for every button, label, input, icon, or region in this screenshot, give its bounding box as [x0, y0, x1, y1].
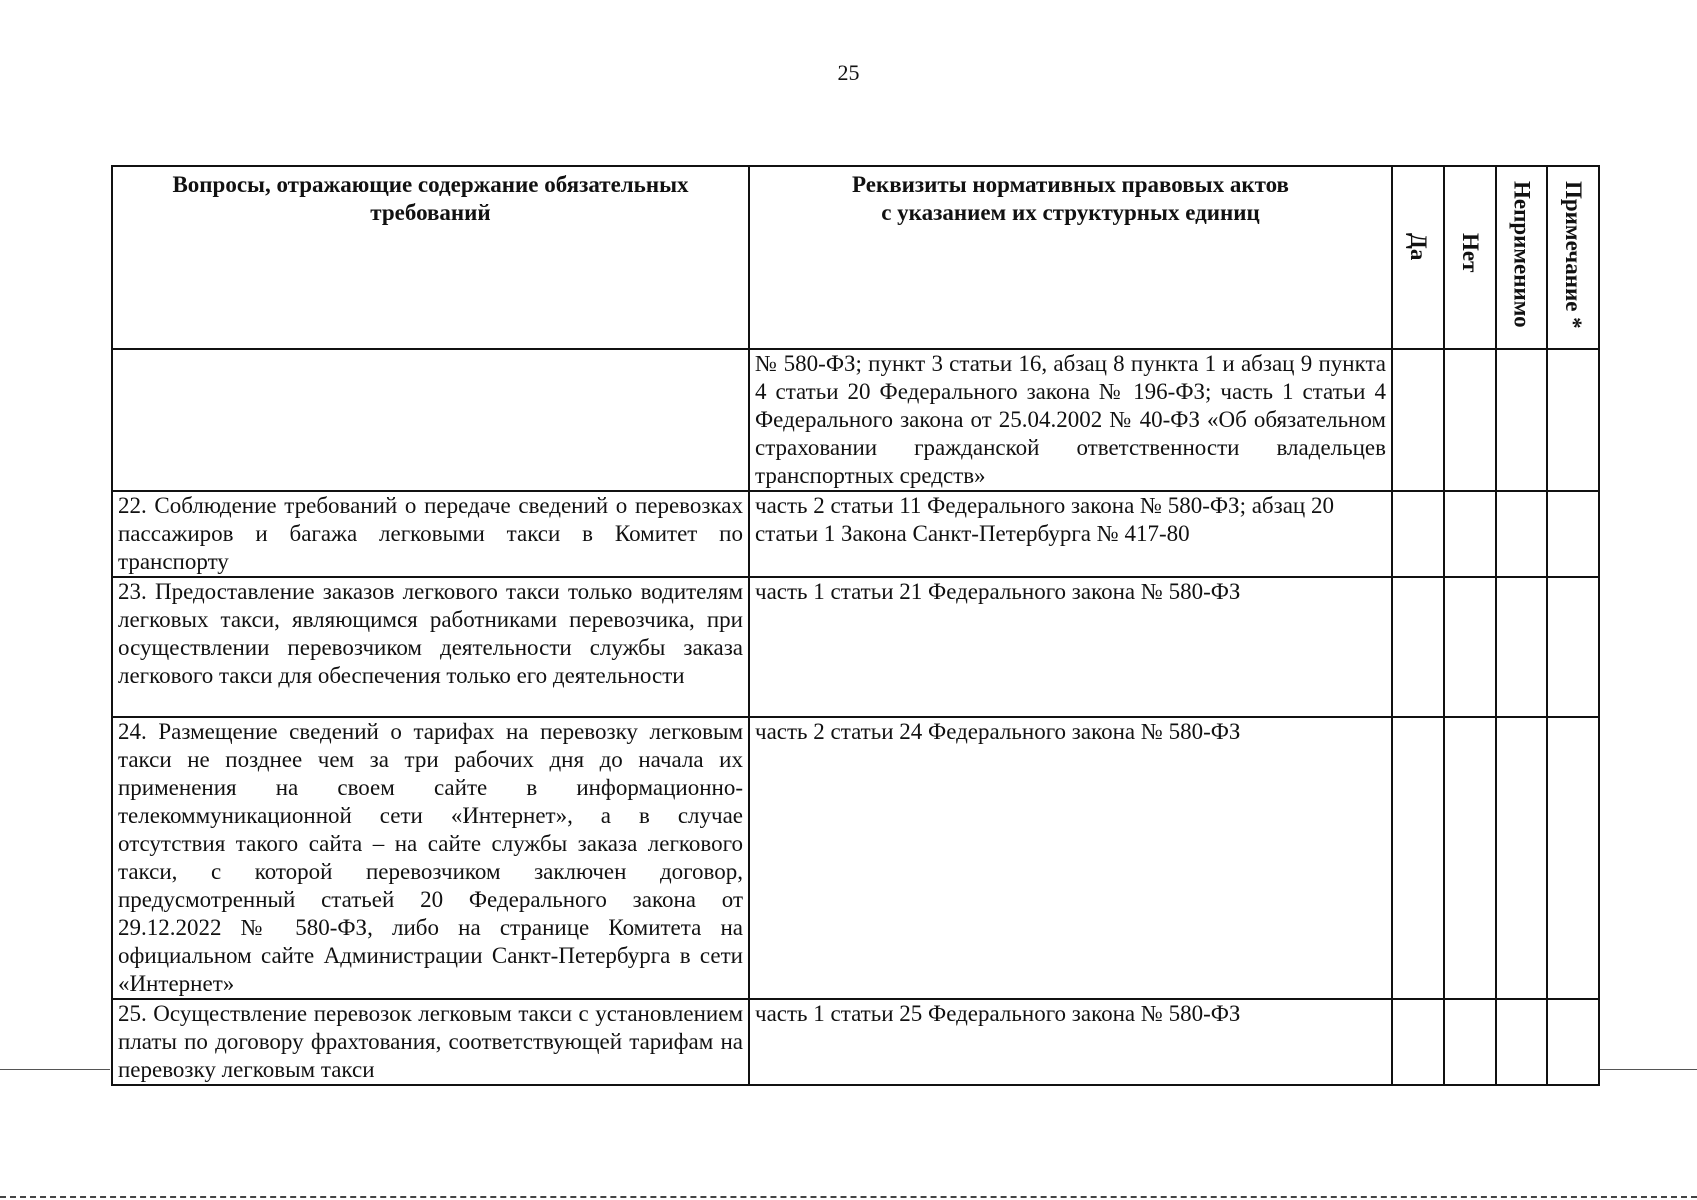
yes-cell[interactable]	[1392, 999, 1444, 1085]
header-yes	[1392, 166, 1444, 349]
requisites-cell: часть 1 статьи 25 Федерального закона № 580-ФЗ	[749, 999, 1392, 1085]
page-number: 25	[837, 60, 860, 85]
not-applicable-cell[interactable]	[1496, 349, 1547, 491]
checklist-table	[111, 165, 1600, 1086]
scan-line-right	[1600, 1069, 1697, 1070]
note-cell[interactable]	[1547, 349, 1599, 491]
no-cell[interactable]	[1444, 577, 1496, 717]
no-cell[interactable]	[1444, 349, 1496, 491]
table-row	[112, 577, 1599, 717]
header-questions: Вопросы, отражающие содержание обязательных требований	[112, 166, 749, 349]
header-not-applicable-label: Неприменимо	[1509, 181, 1535, 328]
header-note-label: Примечание *	[1561, 181, 1586, 329]
no-cell[interactable]	[1444, 491, 1496, 577]
not-applicable-cell[interactable]	[1496, 491, 1547, 577]
yes-cell[interactable]	[1392, 491, 1444, 577]
scan-line-left	[0, 1069, 110, 1070]
table-row	[112, 999, 1599, 1085]
no-cell[interactable]	[1444, 999, 1496, 1085]
requisites-cell: часть 2 статьи 11 Федерального закона № 580-ФЗ; абзац 20 статьи 1 Закона Санкт-Петербурга № 417-80	[749, 491, 1392, 577]
yes-cell[interactable]	[1392, 577, 1444, 717]
header-requisites-line1: Реквизиты нормативных правовых актов	[852, 172, 1289, 197]
header-note	[1547, 166, 1599, 349]
header-no-label: Нет	[1458, 233, 1483, 273]
note-cell[interactable]	[1547, 491, 1599, 577]
not-applicable-cell[interactable]	[1496, 577, 1547, 717]
not-applicable-cell[interactable]	[1496, 717, 1547, 999]
table-row	[112, 349, 1599, 491]
requisites-cell: часть 2 статьи 24 Федерального закона № 580-ФЗ	[749, 717, 1392, 999]
header-no	[1444, 166, 1496, 349]
header-requisites-line2: с указанием их структурных единиц	[881, 200, 1260, 225]
yes-cell[interactable]	[1392, 349, 1444, 491]
header-requisites	[749, 166, 1392, 349]
header-yes-label: Да	[1406, 233, 1431, 261]
question-cell: 22. Соблюдение требований о передаче сведений о перевозках пассажиров и багажа легковыми такси в Комитет по транспорту	[112, 491, 749, 577]
table-row	[112, 491, 1599, 577]
question-cell: 24. Размещение сведений о тарифах на перевозку легковым такси не позднее чем за три рабочих дня до начала их применения на своем сайте в информационно-телекоммуникационной сети «Интернет», а в случае отсутствия такого сайта – на сайте службы заказа легкового такси, с которой перевозчиком заключен договор, предусмотренный статьей 20 Федерального закона от 29.12.2022 № 580-ФЗ, либо на странице Комитета на официальном сайте Администрации Санкт-Петербурга в сети «Интернет»	[112, 717, 749, 999]
note-cell[interactable]	[1547, 577, 1599, 717]
question-cell	[112, 349, 749, 491]
not-applicable-cell[interactable]	[1496, 999, 1547, 1085]
note-cell[interactable]	[1547, 717, 1599, 999]
no-cell[interactable]	[1444, 717, 1496, 999]
question-cell: 23. Предоставление заказов легкового такси только водителям легковых такси, являющимся работниками перевозчика, при осуществлении перевозчиком деятельности службы заказа легкового такси для обеспечения только его деятельности	[112, 577, 749, 717]
question-cell: 25. Осуществление перевозок легковым такси с установлением платы по договору фрахтования, соответствующей тарифам на перевозку легковым такси	[112, 999, 749, 1085]
note-cell[interactable]	[1547, 999, 1599, 1085]
scan-bottom-edge	[0, 1196, 1697, 1198]
table-row	[112, 717, 1599, 999]
requisites-cell: часть 1 статьи 21 Федерального закона № 580-ФЗ	[749, 577, 1392, 717]
table-header-row	[112, 166, 1599, 349]
yes-cell[interactable]	[1392, 717, 1444, 999]
requisites-cell: № 580-ФЗ; пункт 3 статьи 16, абзац 8 пункта 1 и абзац 9 пункта 4 статьи 20 Федерального закона № 196-ФЗ; часть 1 статьи 4 Федерального закона от 25.04.2002 № 40-ФЗ «Об обязательном страховании гражданской ответственности владельцев транспортных средств»	[749, 349, 1392, 491]
header-not-applicable	[1496, 166, 1547, 349]
